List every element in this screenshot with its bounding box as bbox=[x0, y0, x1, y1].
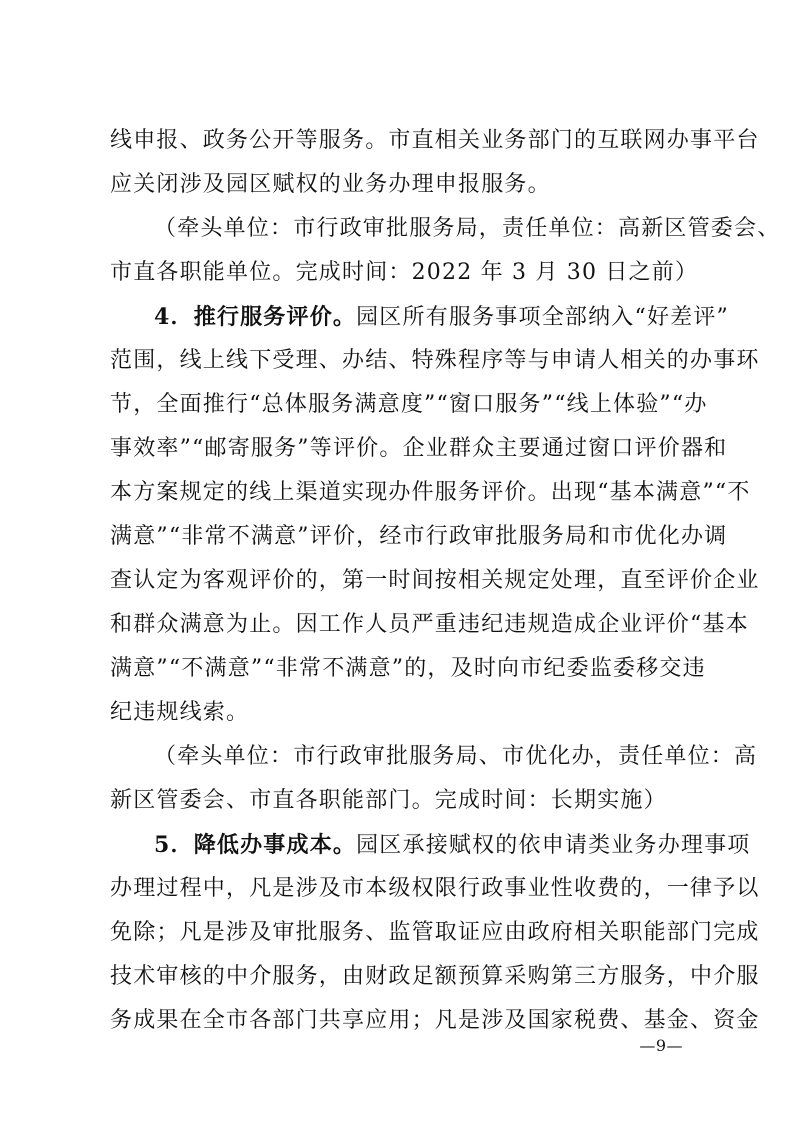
text-line: 纪违规线索。 bbox=[110, 700, 250, 725]
item-5-heading: 5．降低办事成本。 bbox=[154, 832, 357, 858]
text-line: 范围，线上线下受理、办结、特殊程序等与申请人相关的办事环 bbox=[110, 348, 760, 373]
item-4-paragraph-start bbox=[154, 303, 730, 332]
item-5-text: 园区承接赋权的依申请类业务办理事项 bbox=[356, 833, 751, 858]
text-line: 查认定为客观评价的，第一时间按相关规定处理，直至评价企业 bbox=[110, 568, 760, 593]
item-4-heading: 4．推行服务评价。 bbox=[154, 304, 357, 330]
page-number: —9— bbox=[639, 1036, 683, 1055]
text-line: 节，全面推行“总体服务满意度”“窗口服务”“线上体验”“办 bbox=[110, 392, 708, 417]
text-line: 办理过程中，凡是涉及市本级权限行政事业性收费的，一律予以 bbox=[110, 876, 760, 901]
text-line: 免除；凡是涉及审批服务、监管取证应由政府相关职能部门完成 bbox=[110, 920, 760, 945]
text-line: 市直各职能单位。完成时间：2022 年 3 月 30 日之前） bbox=[110, 260, 699, 285]
text-line: 和群众满意为止。因工作人员严重违纪违规造成企业评价“基本 bbox=[110, 612, 749, 637]
text-line: 满意”“不满意”“非常不满意”的，及时向市纪委监委移交违 bbox=[110, 656, 706, 681]
text-line: 事效率”“邮寄服务”等评价。企业群众主要通过窗口评价器和 bbox=[110, 436, 728, 461]
responsibility-note: （牵头单位：市行政审批服务局，责任单位：高新区管委会、 bbox=[154, 216, 781, 241]
item-5-paragraph-start bbox=[154, 831, 751, 860]
item-4-text: 园区所有服务事项全部纳入“好差评” bbox=[356, 305, 730, 330]
text-line: 新区管委会、市直各职能部门。完成时间：长期实施） bbox=[110, 788, 667, 813]
responsibility-note: （牵头单位：市行政审批服务局、市优化办，责任单位：高 bbox=[154, 744, 758, 769]
text-line: 技术审核的中介服务，由财政足额预算采购第三方服务，中介服 bbox=[110, 964, 760, 989]
text-line: 本方案规定的线上渠道实现办件服务评价。出现“基本满意”“不 bbox=[110, 480, 751, 505]
text-line: 应关闭涉及园区赋权的业务办理申报服务。 bbox=[110, 172, 551, 197]
text-line: 满意”“非常不满意”评价，经市行政审批服务局和市优化办调 bbox=[110, 524, 728, 549]
text-line: 线申报、政务公开等服务。市直相关业务部门的互联网办事平台 bbox=[110, 128, 760, 153]
text-line: 务成果在全市各部门共享应用；凡是涉及国家税费、基金、资金 bbox=[110, 1008, 760, 1033]
